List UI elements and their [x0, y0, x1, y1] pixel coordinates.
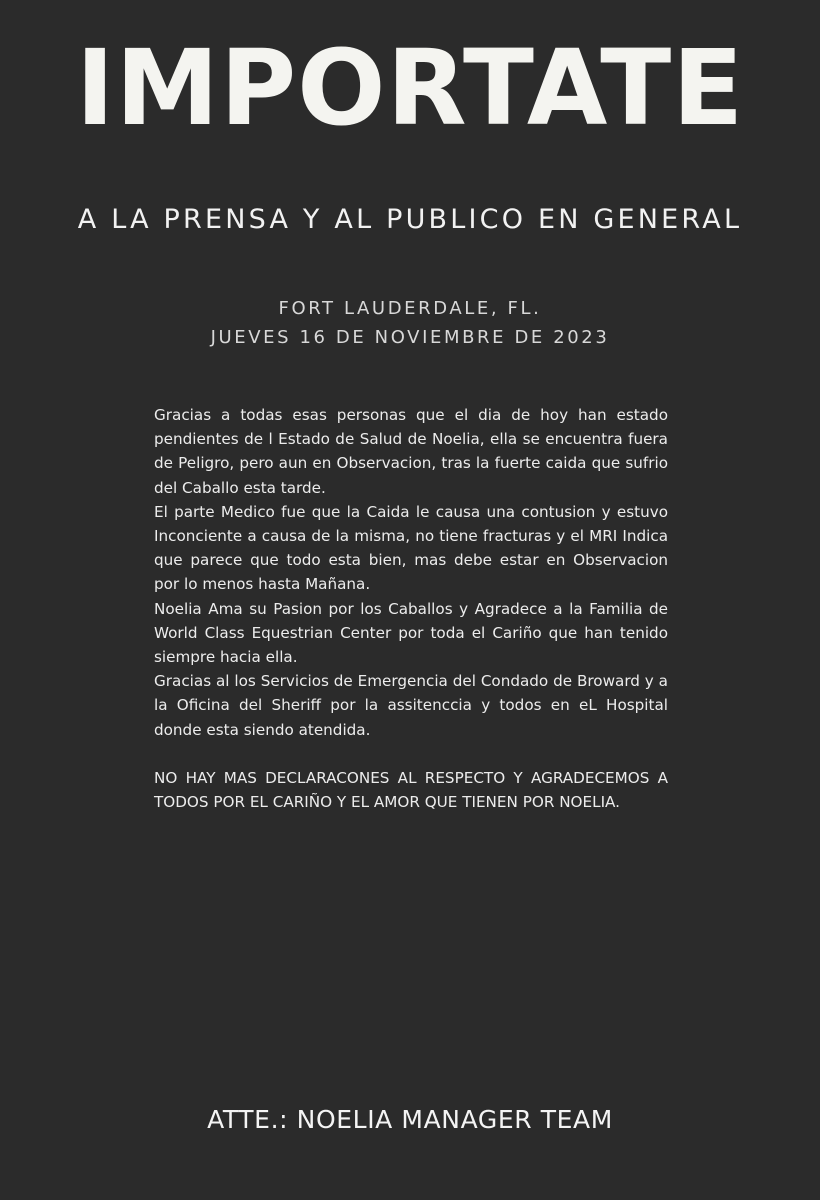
- statement-paragraph: Noelia Ama su Pasion por los Caballos y Agradece a la Familia de World Class Equestrian Center por toda el Cariño que han tenido siempre hacia ella.: [154, 599, 668, 667]
- paragraph-spacer: [154, 742, 668, 766]
- statement-paragraph: Gracias a todas esas personas que el dia de hoy han estado pendientes de l Estado de Salud de Noelia, ella se encuentra fuera de Peligro, pero aun en Observacion, tras la fuerte caida que sufrio del Caballo esta tarde.: [154, 406, 668, 497]
- statement-paragraph: El parte Medico fue que la Caida le causa una contusion y estuvo Inconciente a causa de la misma, no tiene fracturas y el MRI Indica que parece que todo esta bien, mas debe estar en Observacion por lo menos hasta Mañana.: [154, 502, 668, 594]
- signature: ATTE.: NOELIA MANAGER TEAM: [207, 1105, 613, 1134]
- dateline: [0, 294, 820, 352]
- subheadline: A LA PRENSA Y AL PUBLICO EN GENERAL: [77, 204, 743, 235]
- dateline-location: FORT LAUDERDALE, FL.: [278, 298, 542, 319]
- dateline-date: JUEVES 16 DE NOVIEMBRE DE 2023: [210, 327, 610, 348]
- page-title: IMPORTATE: [75, 27, 745, 149]
- statement-paragraph: Gracias al los Servicios de Emergencia del Condado de Broward y a la Oficina del Sheriff por la assitenccia y todos en eL Hospital donde esta siendo atendida.: [154, 672, 668, 739]
- statement-body: [154, 403, 668, 814]
- closing-statement: NO HAY MAS DECLARACONES AL RESPECTO Y AGRADECEMOS A TODOS POR EL CARIÑO Y EL AMOR QUE TIENEN POR NOELIA.: [154, 768, 668, 812]
